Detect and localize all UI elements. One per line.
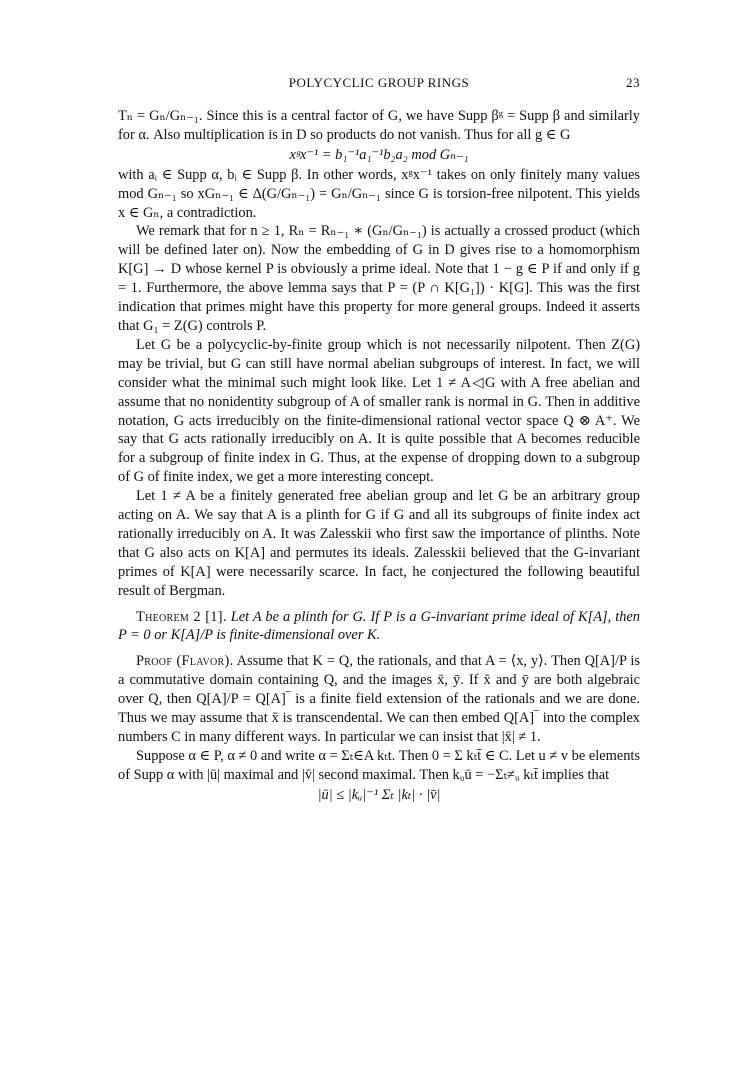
- paragraph-5: Let 1 ≠ A be a finitely generated free abelian group and let G be an arbitrary group acting on A. We say that A is a plinth for G if G and all its subgroups of finite index act rationally irreducibly on A. It was Zalesskii who first saw the importance of plinths. Note that G also acts on K[A] and permutes its ideals. Zalesskii believed that the G-invariant primes of K[A] were necessarily scarce. In fact, he conjectured the following beautiful result of Bergman.: [118, 488, 640, 599]
- page-body: [118, 74, 640, 806]
- paragraph-4: Let G be a polycyclic-by-finite group which is not necessarily nilpotent. Then Z(G) may be trivial, but G can still have normal abelian subgroups of interest. In fact, we will consider what the minimal such might look like. Let 1 ≠ A◁G with A free abelian and assume that no nonidentity subgroup of A of smaller rank is normal in G. Then in additive notation, G acts irreducibly on the finite-dimensional rational vector space Q ⊗ A⁺. We say that G acts rationally irreducibly on A. It is quite possible that A becomes reducible for a subgroup of finite index in G. Thus, at the expense of dropping down to a subgroup of G of finite index, we get a more interesting concept.: [118, 336, 640, 486]
- running-title: POLYCYCLIC GROUP RINGS: [288, 75, 470, 90]
- proof-continuation: Then Q[A]/P is a commutative domain containing Q, and the images x̄, ȳ. If x̄ and ȳ are both algebraic over Q, then Q[A]/P = Q[A]‾ is a finite field extension of the rationals and we are done. Thus we may assume that x̄ is transcendental. We can then embed Q[A]‾ into the complex numbers C in many different ways. In particular we can insist that |x̄| ≠ 1.: [118, 653, 640, 745]
- theorem-block: [118, 608, 640, 646]
- proof-lead: Assume that K = Q, the rationals, and that A = ⟨x, y⟩.: [236, 653, 548, 670]
- proof-label: Proof (Flavor).: [136, 653, 234, 670]
- theorem-label: Theorem 2 [1].: [136, 608, 227, 625]
- paragraph-1: Tₙ = Gₙ/Gₙ₋₁. Since this is a central factor of G, we have Supp βᵍ = Supp β and similarly for α. Also multiplication is in D so products do not vanish. Thus for all g ∈ G: [118, 108, 640, 143]
- theorem-statement: Let A be a plinth for G. If P is a G-invariant prime ideal of K[A], then P = 0 or K[A]/P is finite-dimensional over K.: [118, 608, 641, 644]
- equation-1: xᵍx⁻¹ = b₁⁻¹a₁⁻¹b₂a₂ mod Gₙ₋₁: [289, 146, 469, 163]
- running-header: [118, 74, 640, 92]
- paragraph-7: Suppose α ∈ P, α ≠ 0 and write α = Σₜ∈A kₜt. Then 0 = Σ kₜt̄ ∈ C. Let u ≠ v be elements of Supp α with |ū| maximal and |v̄| second maximal. Then kᵤū = −Σₜ≠ᵤ kₜt̄ implies that: [118, 747, 640, 783]
- proof-paragraph: [118, 652, 640, 747]
- equation-2: |ū| ≤ |kᵤ|⁻¹ Σₜ |kₜ| · |v̄|: [317, 786, 441, 803]
- page-number: 23: [626, 75, 640, 90]
- paragraph-2: with aᵢ ∈ Supp α, bᵢ ∈ Supp β. In other words, xᵍx⁻¹ takes on only finitely many values mod Gₙ₋₁ so xGₙ₋₁ ∈ Δ(G/Gₙ₋₁) = Gₙ/Gₙ₋₁ since G is torsion-free nilpotent. This yields x ∈ Gₙ, a contradiction.: [118, 166, 640, 221]
- paragraph-3: We remark that for n ≥ 1, Rₙ = Rₙ₋₁ ∗ (Gₙ/Gₙ₋₁) is actually a crossed product (which will be defined later on). Now the embedding of G in D gives rise to a homomorphism K[G] → D whose kernel P is obviously a prime ideal. Note that 1 − g ∈ P if and only if g = 1. Furthermore, the above lemma says that P = (P ∩ K[G₁]) · K[G]. This was the first indication that primes might have this property for more general groups. Indeed it asserts that G₁ = Z(G) controls P.: [118, 223, 640, 334]
